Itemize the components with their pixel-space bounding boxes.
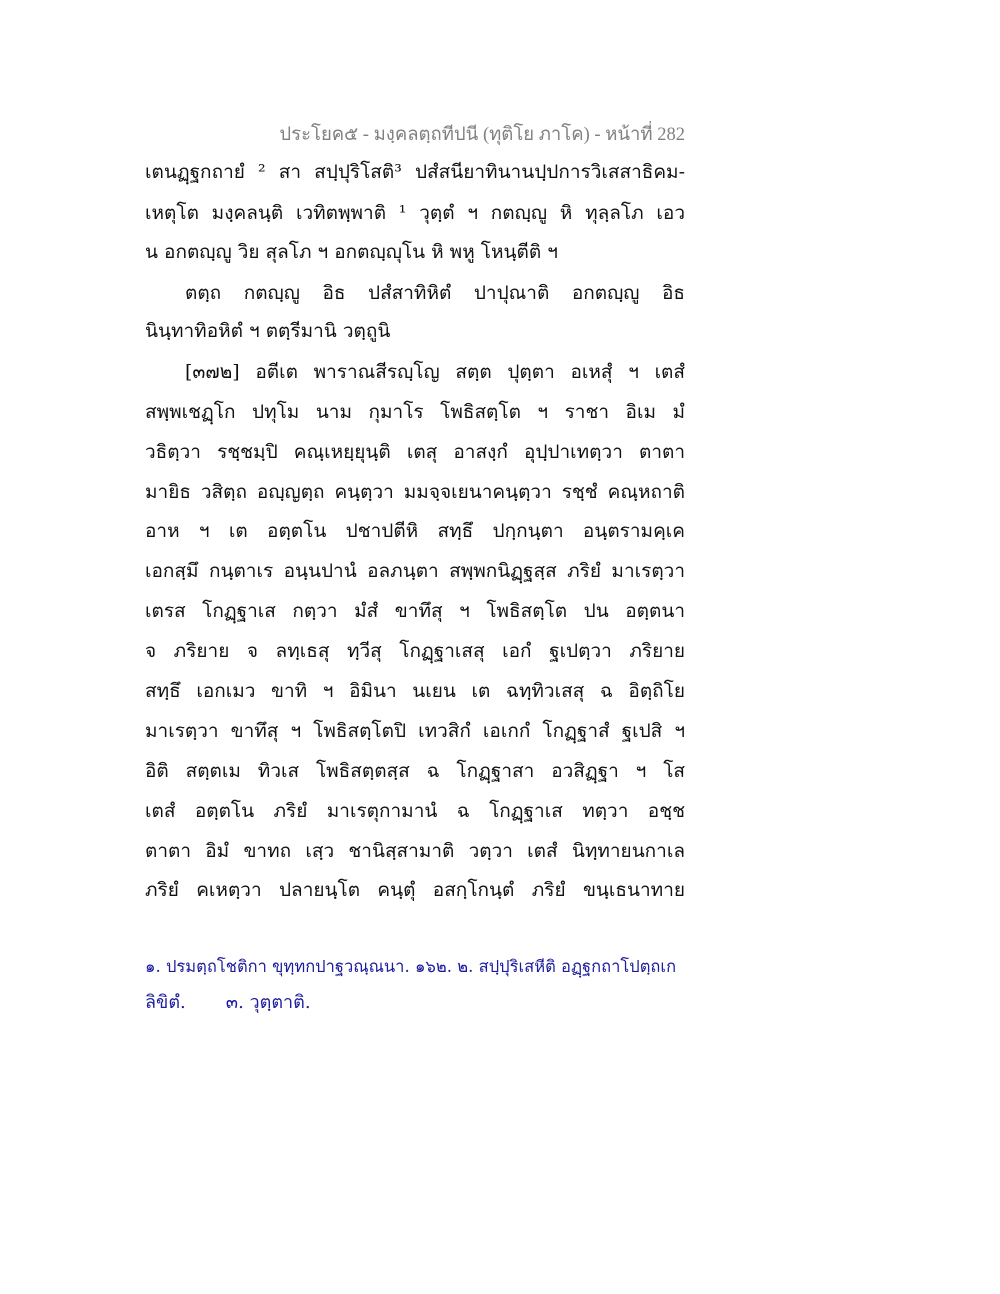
text-line: มาเรตฺวา ขาทึสุ ฯ โพธิสตฺโตปิ เทวสิกํ เอเกกํ โกฏฺฐาสํ ฐเปสิ ฯ (145, 720, 685, 742)
text-line: เตรส โกฏฺฐาเส กตฺวา มํสํ ขาทึสุ ฯ โพธิสตฺโต ปน อตฺตนา (145, 600, 685, 622)
text-line: อิติ สตฺตเม ทิวเส โพธิสตฺตสฺส ฉ โกฏฺฐาสา อวสิฏฺฐา ฯ โส (145, 760, 685, 782)
footnote-line: ลิขิตํ. ๓. วุตฺตาติ. (145, 992, 311, 1013)
text-line: วธิตฺวา รชฺชมฺปิ คณฺเหยฺยุนฺติ เตสุ อาสงฺกํ อุปฺปาเทตฺวา ตาตา (145, 441, 685, 463)
text-line: มายิธ วสิตฺถ อญฺญตฺถ คนฺตฺวา มมจฺจเยนาคนฺตฺวา รชฺชํ คณฺหถาติ (145, 481, 685, 503)
text-line: เหตุโต มงฺคลนฺติ เวทิตพฺพาติ ¹ วุตฺตํ ฯ กตญฺญู หิ ทุลฺลโภ เอว (145, 202, 685, 224)
page-header: ประโยค๕ - มงฺคลตฺถทีปนี (ทุติโย ภาโค) - หน้าที่ 282 (279, 125, 685, 145)
text-line: [๓๗๒] อตีเต พาราณสีรญฺโญ สตฺต ปุตฺตา อเหสุํ ฯ เตสํ (185, 361, 685, 383)
text-line: จ ภริยาย จ ลทฺเธสุ ทฺวีสุ โกฏฺฐาเสสุ เอกํ ฐเปตฺวา ภริยาย (145, 640, 685, 662)
text-line: เตสํ อตฺตโน ภริยํ มาเรตุกามานํ ฉ โกฏฺฐาเส ทตฺวา อชฺช (145, 800, 685, 822)
text-line: ภริยํ คเหตฺวา ปลายนฺโต คนฺตุํ อสกฺโกนฺตํ ภริยํ ขนฺเธนาทาย (145, 879, 685, 901)
text-line: ตตฺถ กตญฺญู อิธ ปสํสาทิหิตํ ปาปุณาติ อกตญฺญู อิธ (185, 282, 685, 304)
text-line: อาห ฯ เต อตฺตโน ปชาปตีหิ สทฺธึ ปกฺกนฺตา อนฺตรามคฺเค (145, 520, 685, 542)
text-line: นินฺทาทิอหิตํ ฯ ตตฺรีมานิ วตฺถูนิ (145, 320, 391, 342)
text-line: ตาตา อิมํ ขาทถ เสฺว ชานิสฺสามาติ วตฺวา เตสํ นิทฺทายนกาเล (145, 840, 685, 862)
text-line: สทฺธึ เอกเมว ขาทิ ฯ อิมินา นเยน เต ฉทฺทิวเสสุ ฉ อิตฺถิโย (145, 680, 685, 702)
text-line: สพฺพเชฏฺโก ปทุโม นาม กุมาโร โพธิสตฺโต ฯ ราชา อิเม มํ (145, 401, 685, 423)
text-line: เอกสฺมึ กนฺตาเร อนฺนปานํ อลภนฺตา สพฺพกนิฏฺฐสฺส ภริยํ มาเรตฺวา (145, 560, 685, 582)
text-line: น อกตญฺญู วิย สุลโภ ฯ อกตญฺญุโน หิ พหู โหนฺตีติ ฯ (145, 241, 558, 263)
footnote-line: ๑. ปรมตฺถโชติกา ขุทฺทกปาฐวณฺณนา. ๑๖๒. ๒. สปฺปุริเสหีติ อฏฺฐกถาโปตฺถเก (145, 957, 677, 976)
text-line: เตนฏฺฐกถายํ ² สา สปฺปุริโสติ³ ปสํสนียาทินานปฺปการวิเสสาธิคม- (145, 161, 685, 183)
